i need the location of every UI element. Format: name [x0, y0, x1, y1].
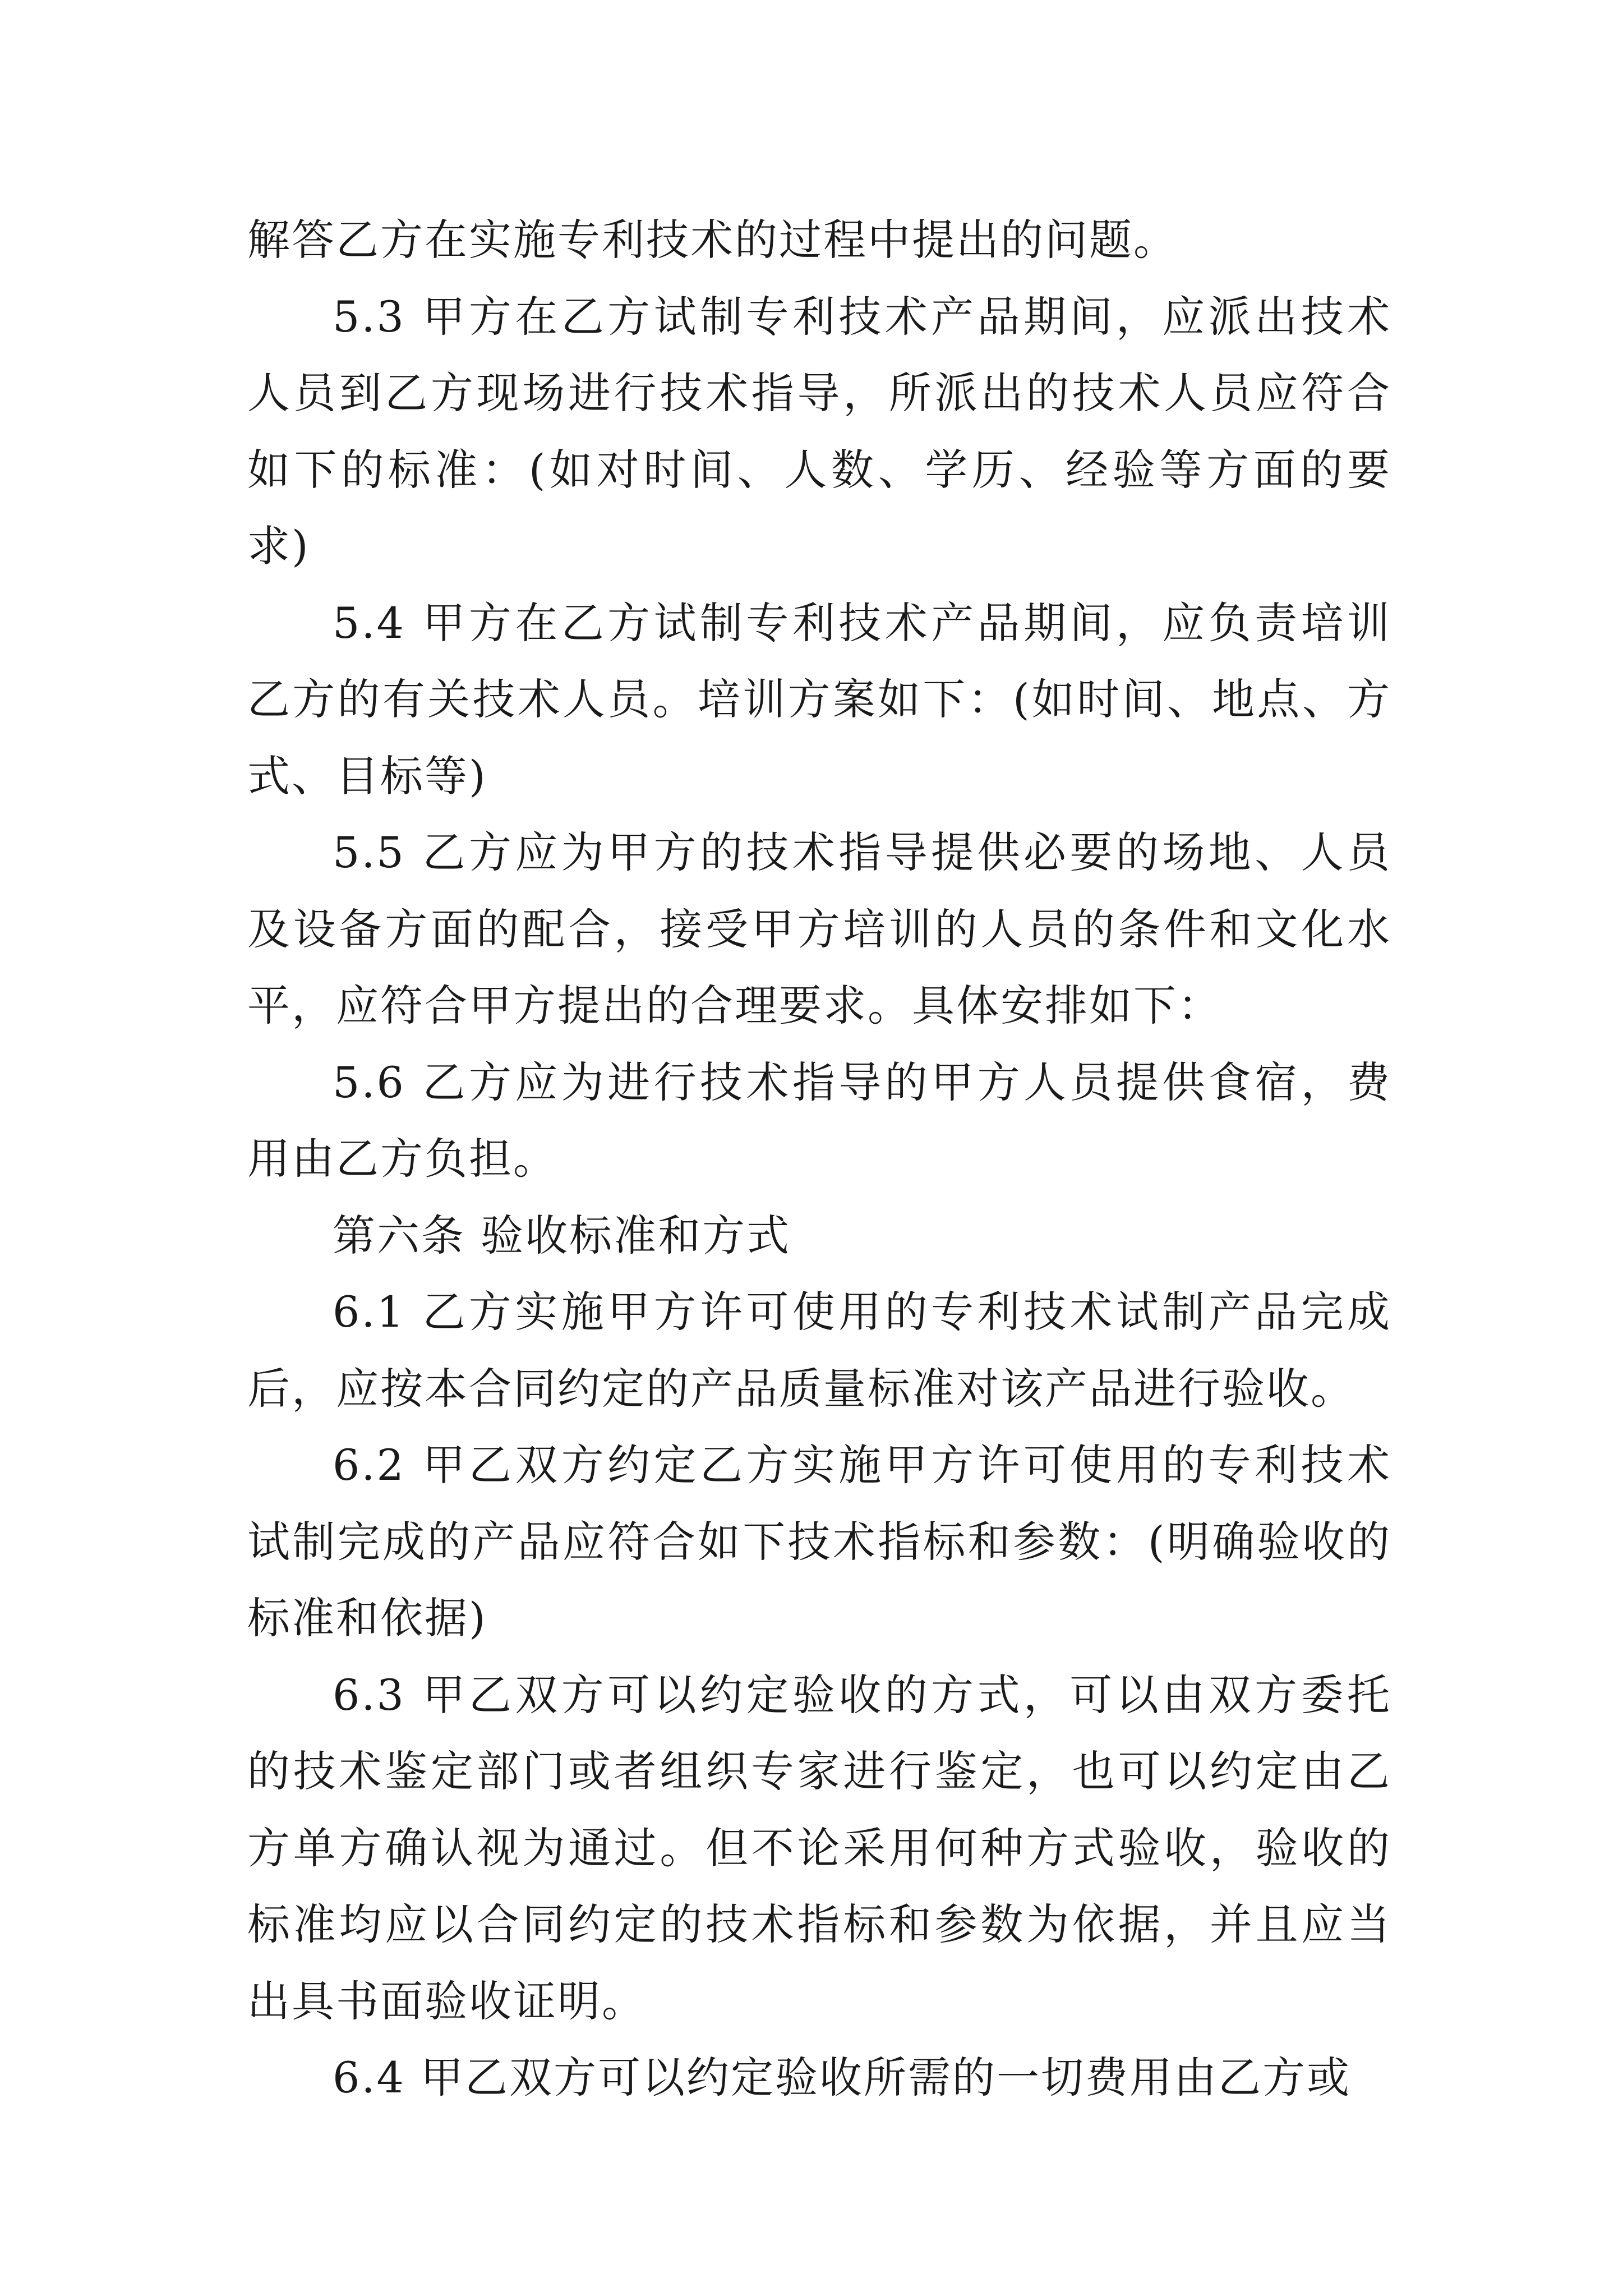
paragraph-5-3: 5.3 甲方在乙方试制专利技术产品期间，应派出技术人员到乙方现场进行技术指导，所派出的技术人员应符合如下的标准：(如对时间、人数、学历、经验等方面的要求)	[247, 291, 1391, 571]
paragraph-5-2-continuation: 解答乙方在实施专利技术的过程中提出的问题。	[247, 215, 1178, 265]
paragraph-5-6: 5.6 乙方应为进行技术指导的甲方人员提供食宿，费用由乙方负担。	[247, 1057, 1391, 1184]
document-body	[247, 202, 1391, 2116]
paragraph-6-2: 6.2 甲乙双方约定乙方实施甲方许可使用的专利技术试制完成的产品应符合如下技术指标和参数：(明确验收的标准和依据)	[247, 1440, 1391, 1643]
paragraph-5-5: 5.5 乙方应为甲方的技术指导提供必要的场地、人员及设备方面的配合，接受甲方培训的人员的条件和文化水平，应符合甲方提出的合理要求。具体安排如下：	[247, 827, 1391, 1030]
paragraph-6-4: 6.4 甲乙双方可以约定验收所需的一切费用由乙方或	[333, 2053, 1352, 2102]
paragraph-6-3: 6.3 甲乙双方可以约定验收的方式，可以由双方委托的技术鉴定部门或者组织专家进行鉴定，也可以约定由乙方单方确认视为通过。但不论采用何种方式验收，验收的标准均应以合同约定的技术指标和参数为依据，并且应当出具书面验收证明。	[247, 1669, 1391, 2026]
paragraph-5-4: 5.4 甲方在乙方试制专利技术产品期间，应负责培训乙方的有关技术人员。培训方案如下：(如时间、地点、方式、目标等)	[247, 597, 1391, 801]
paragraph-6-1: 6.1 乙方实施甲方许可使用的专利技术试制产品完成后，应按本合同约定的产品质量标准对该产品进行验收。	[247, 1287, 1391, 1414]
article-6-heading: 第六条 验收标准和方式	[333, 1210, 791, 1260]
